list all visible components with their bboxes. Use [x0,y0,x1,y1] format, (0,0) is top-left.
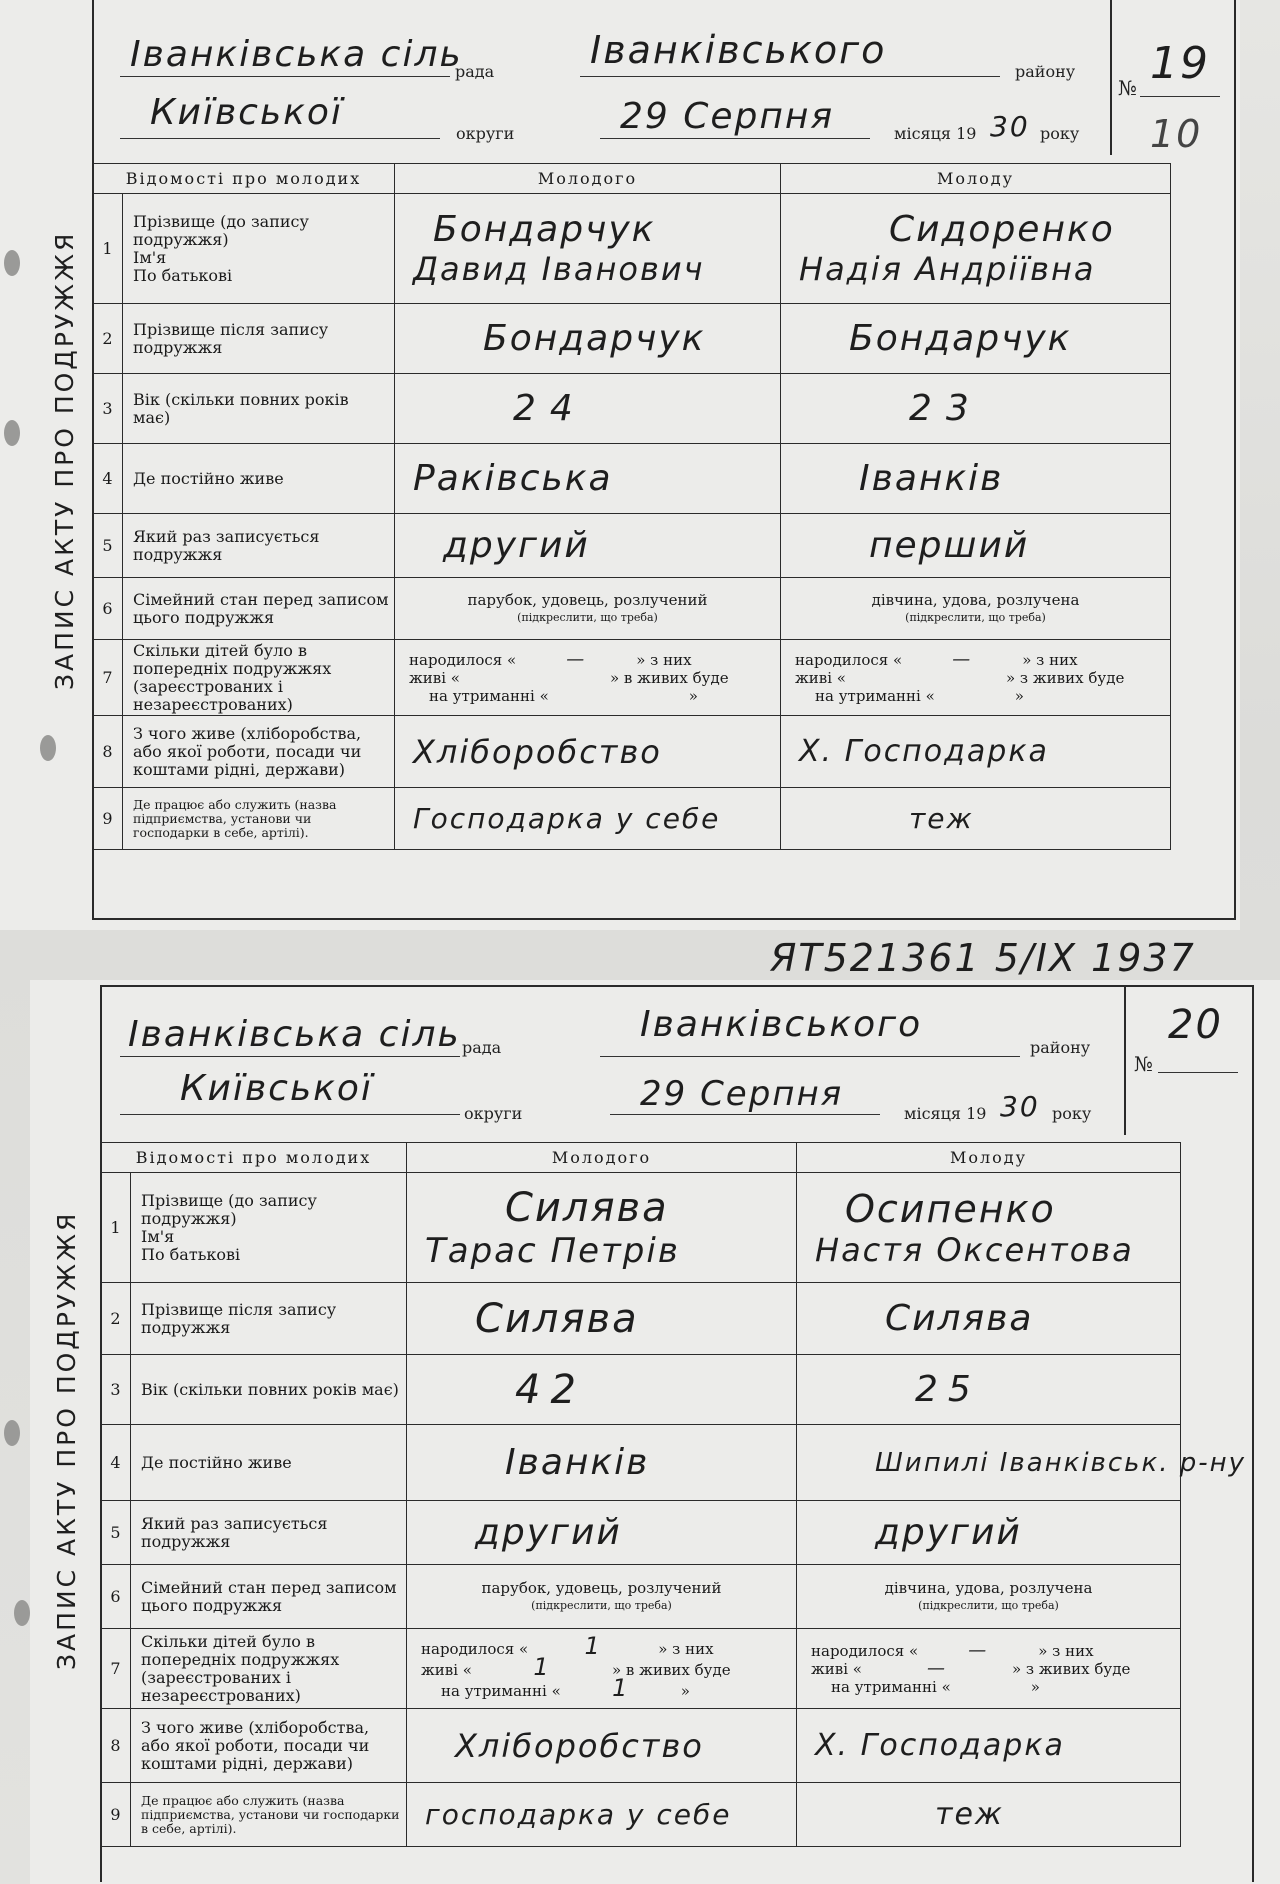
form-1-okrug-label: округи [456,124,515,143]
table-row: 4 Де постійно живе Іванків Шипилі Іванківськ. р-ну [101,1425,1181,1501]
form-2-month-label: місяця 19 [904,1104,987,1123]
form-1-side-title: ЗАПИС АКТУ ПРО ПОДРУЖЖЯ [50,230,79,690]
form-1-district-label: району [1015,62,1076,81]
table-row: 1 Прізвище (до запису подружжя) Ім'я По батькові Бондарчук Давид Іванович Сидоренко Надія Андріївна [93,194,1171,304]
form-2-okrug-hw: Київської [180,1068,373,1109]
table-row: 3 Вік (скільки повних років має) 42 25 [101,1355,1181,1425]
table-row: 5 Який раз записується подружжя другий перший [93,514,1171,578]
form-2-year-label: року [1052,1104,1092,1123]
form-1-table [92,163,1171,850]
col-info-header: Відомості про молодих [93,164,395,194]
col-groom-header: Молодого [407,1143,797,1173]
table-row: 7 Скільки дітей було в попередніх подружжях (зареєстрованих і незареєстрованих) народилося « — » з них живі « » в живих буде на утриманні « » народилося « — » з них живі « » з живих буде на утриманні « » [93,640,1171,716]
groom-name: Тарас Петрів [425,1230,680,1271]
table-row: 6 Сімейний стан перед записом цього подружжя парубок, удовець, розлучений (підкреслити, що треба) дівчина, удова, розлучена (підкреслити, що треба) [93,578,1171,640]
table-row: 3 Вік (скільки повних років має) 24 23 [93,374,1171,444]
form-2-number-line [1158,1072,1238,1073]
form-1-district-hw: Іванківського [590,28,887,72]
form-1-month-label: місяця 19 [894,124,977,143]
groom-surname: Силява [505,1184,669,1231]
table-row: 9 Де працює або служить (назва підприємства, установи чи господарки в себе, артілі). Господарка у себе теж [93,788,1171,850]
table-row: 8 З чого живе (хліборобства, або якої роботи, посади чи коштами рідні, держави) Хліборобство Х. Господарка [93,716,1171,788]
table-row: 6 Сімейний стан перед записом цього подружжя парубок, удовець, розлучений (підкреслити, що треба) дівчина, удова, розлучена (підкреслити, що треба) [101,1565,1181,1629]
form-2-number-hw: 20 [1168,1002,1223,1048]
form-2-date-line [610,1114,880,1115]
bride-surname: Сидоренко [889,209,1115,250]
form-2-district-label: району [1030,1038,1091,1057]
binding-hole [4,1420,20,1446]
form-2-table [100,1142,1246,1847]
form-2-okrug-label: округи [464,1104,523,1123]
bride-name: Настя Оксентова [815,1230,1134,1269]
form-1-council-label: рада [455,62,495,81]
table-row: 5 Який раз записується подружжя другий другий [101,1501,1181,1565]
col-bride-header: Молоду [781,164,1171,194]
binding-hole [4,250,20,276]
form-1-date-line [600,138,870,139]
groom-name: Давид Іванович [413,250,705,288]
table-row: 1 Прізвище (до запису подружжя) Ім'я По батькові Силява Тарас Петрів Осипенко Настя Оксентова [101,1173,1181,1283]
form-2-council-label: рада [462,1038,502,1057]
table-row: 8 З чого живе (хліборобства, або якої роботи, посади чи коштами рідні, держави) Хліборобство Х. Господарка [101,1709,1181,1783]
form-2-number-label: № [1134,1052,1153,1076]
form-2-side-title: ЗАПИС АКТУ ПРО ПОДРУЖЖЯ [52,1210,81,1670]
form-2-okrug-line [120,1114,460,1115]
form-2-date-hw: 29 Серпня [640,1074,844,1114]
table-row: 9 Де працює або служить (назва підприємства, установи чи господарки в себе, артілі). господарка у себе теж [101,1783,1181,1847]
form-2-council-hw: Іванківська сіль [128,1014,461,1055]
form-1-number-extra-hw: 10 [1150,112,1203,156]
form-1-date-hw: 29 Серпня [620,96,835,137]
form-1-okrug-line [120,138,440,139]
col-bride-header: Молоду [797,1143,1181,1173]
form-2-district-hw: Іванківського [640,1004,923,1045]
table-row: 2 Прізвище після запису подружжя Силява Силява [101,1283,1181,1355]
form-1-number-label: № [1118,76,1137,100]
form-2-district-line [600,1056,1020,1057]
col-info-header: Відомості про молодих [101,1143,407,1173]
form-1-district-line [580,76,1000,77]
bride-surname: Осипенко [845,1186,1056,1231]
table-row: 4 Де постійно живе Раківська Іванків [93,444,1171,514]
form-1-council-hw: Іванківська сіль [130,34,463,75]
form-1-year-hw: 30 [990,110,1030,143]
form-2-council-line [120,1056,460,1057]
table-row: 2 Прізвище після запису подружжя Бондарчук Бондарчук [93,304,1171,374]
form-1-year-label: року [1040,124,1080,143]
form-1-number-hw: 19 [1150,38,1210,89]
bride-name: Надія Андріївна [799,250,1096,288]
groom-surname: Бондарчук [433,209,656,250]
form-1-number-line [1140,96,1220,97]
binding-hole [40,735,56,761]
table-row: 7 Скільки дітей було в попередніх подружжях (зареєстрованих і незареєстрованих) народилося « 1 » з них живі « 1 » в живих буде на утриманні « 1 » народилося « — » з них живі « — » з живих буде на утриманні « » [101,1629,1181,1709]
form-1-council-line [120,76,450,77]
col-groom-header: Молодого [395,164,781,194]
archive-note-hw: ЯТ521361 5/IX 1937 [770,936,1196,980]
form-2-year-hw: 30 [1000,1090,1040,1123]
binding-hole [14,1600,30,1626]
binding-hole [4,420,20,446]
form-1-okrug-hw: Київської [150,92,343,133]
